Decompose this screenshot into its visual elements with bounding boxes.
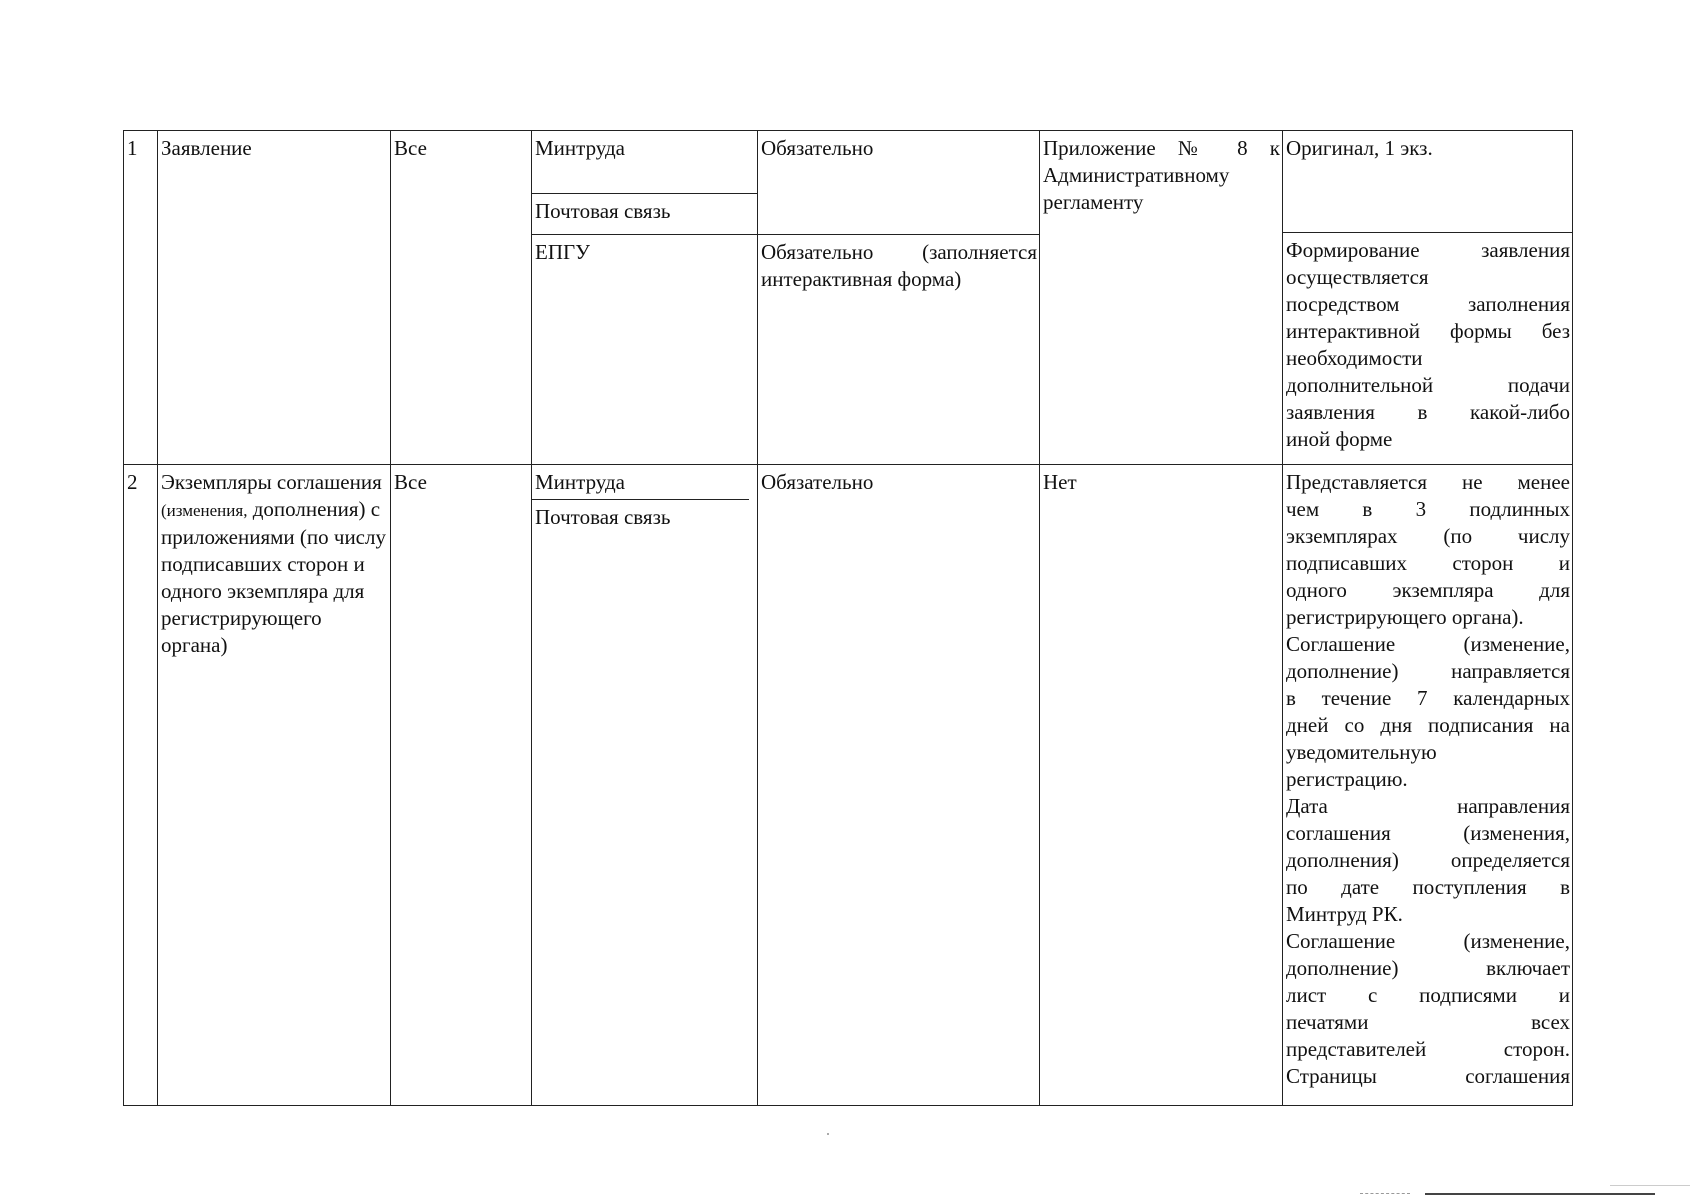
applicant-category: Все: [391, 131, 532, 465]
notes-line: Формирование заявления: [1286, 238, 1570, 262]
notes-line: дополнение) направляется: [1286, 659, 1570, 683]
notes-line: дней со дня подписания на: [1286, 713, 1570, 737]
table-row: [124, 131, 1573, 235]
notes-line: регистрацию.: [1286, 767, 1408, 791]
notes-line: Соглашение (изменение,: [1286, 929, 1570, 953]
document-name-small: (изменения,: [161, 501, 248, 520]
documents-table: [123, 130, 1573, 1106]
notes-text: Оригинал, 1 экз.: [1283, 131, 1572, 233]
notes-line: уведомительную: [1286, 740, 1437, 764]
notes-line: Дата направления: [1286, 794, 1570, 818]
scan-line: [1360, 1193, 1410, 1194]
notes-text-block: [1283, 233, 1572, 453]
notes-line: иной форме: [1286, 427, 1393, 451]
channel-label: ЕПГУ: [532, 235, 758, 465]
notes-line: лист с подписями и: [1286, 983, 1570, 1007]
submission-channel-cell: [532, 131, 758, 235]
channel-label: Минтруда: [532, 131, 757, 194]
requirement-text: Обязательно (заполняется интерактивная форма): [758, 235, 1040, 465]
notes-line: дополнительной подачи: [1286, 373, 1570, 397]
notes-line: соглашения (изменения,: [1286, 821, 1570, 845]
notes-line: Соглашение (изменение,: [1286, 632, 1570, 656]
channel-label: Почтовая связь: [535, 199, 671, 223]
notes-cell: [1283, 131, 1573, 465]
scan-line: [1425, 1193, 1655, 1195]
notes-line: чем в 3 подлинных: [1286, 497, 1570, 521]
notes-line: по дате поступления в: [1286, 875, 1570, 899]
notes-line: подписавших сторон и: [1286, 551, 1570, 575]
notes-cell: [1283, 465, 1573, 1106]
notes-line: печатями всех: [1286, 1010, 1570, 1034]
scan-line: [1610, 1185, 1690, 1186]
table-row: [124, 465, 1573, 1106]
document-name-cell: [158, 465, 391, 1106]
form-reference: Нет: [1040, 465, 1283, 1106]
channel-label: Почтовая связь: [532, 499, 749, 531]
notes-line: необходимости: [1286, 346, 1423, 370]
notes-line: экземплярах (по числу: [1286, 524, 1570, 548]
applicant-category: Все: [391, 465, 532, 1106]
notes-line: Страницы соглашения: [1286, 1064, 1570, 1088]
channel-label: Минтруда: [535, 470, 625, 494]
form-reference: Приложение № 8 к Административному регламенту: [1040, 131, 1283, 465]
notes-line: в течение 7 календарных: [1286, 686, 1570, 710]
submission-channel-cell: [532, 465, 758, 1106]
document-name: Заявление: [158, 131, 391, 465]
document-name-rest: дополнения) с приложениями (по числу подписавших сторон и одного экземпляра для регистрирующего органа): [161, 497, 386, 657]
notes-line: осуществляется: [1286, 265, 1429, 289]
notes-line: представителей сторон.: [1286, 1037, 1570, 1061]
row-number: 2: [124, 465, 158, 1106]
scan-dot: [827, 1133, 829, 1135]
row-number: 1: [124, 131, 158, 465]
requirement-text: Обязательно: [758, 465, 1040, 1106]
notes-line: дополнения) определяется: [1286, 848, 1570, 872]
requirement-text: Обязательно: [758, 131, 1040, 235]
notes-line: Представляется не менее: [1286, 470, 1570, 494]
notes-line: интерактивной формы без: [1286, 319, 1570, 343]
notes-line: посредством заполнения: [1286, 292, 1570, 316]
document-name: Экземпляры соглашения: [161, 470, 382, 494]
notes-line: регистрирующего органа).: [1286, 605, 1524, 629]
notes-line: Минтруд РК.: [1286, 902, 1403, 926]
notes-line: заявления в какой-либо: [1286, 400, 1570, 424]
notes-line: одного экземпляра для: [1286, 578, 1570, 602]
notes-line: дополнение) включает: [1286, 956, 1570, 980]
